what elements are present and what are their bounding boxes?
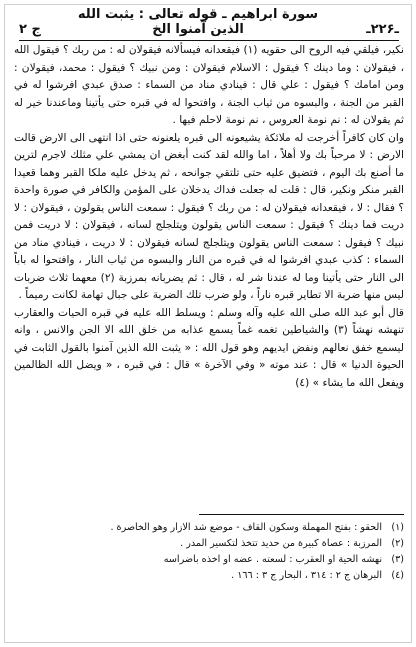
footnote-separator <box>199 514 404 515</box>
main-text <box>14 42 404 510</box>
footnote-number: (٢) <box>391 538 404 549</box>
footnote-number: (٤) <box>391 570 404 581</box>
footnote-text: البرهان ج ٢ : ٣١٤ ، البحار ج ٣ : ١٦٦ . <box>231 570 382 581</box>
footnote-text: الحقو : بفتح المهملة وسكون القاف - موضع شد الازار وهو الخاصرة . <box>110 522 382 533</box>
footnote <box>14 552 404 568</box>
footnote <box>14 536 404 552</box>
footnote-number: (٣) <box>391 554 404 565</box>
page-number: ـ۲۲۶ـ <box>366 22 399 37</box>
paragraph-3: قال أبو عبد الله صلى الله عليه وآله وسلم : ويسلط الله عليه في قبره الحيات والعقارب تنهشه نهشاً (٣) والشياطين تغمه غماً يسمع عذابه من خلق الله الا الجن والانس ، وانه ليسمع خفق نعالهم ونفض ايديهم وهو قول الله : « يثبت الله الذين آمنوا بالقول الثابت في الحيوة الدنيا » قال : عند موته « وفي الآخرة » قال : في قبره ، « ويضل الله الظالمين ويفعل الله ما يشاء » (٤) <box>14 306 404 389</box>
footnote-text: المرزبة : عصاة كبيرة من حديد تتخذ لتكسير المدر . <box>180 538 382 549</box>
footnote-text: نهشه الحية او العقرب : لسعته . عضه او اخذه باضراسه <box>163 554 382 565</box>
running-title: سورة ابراهيم ـ قوله تعالى : يثبت الله الذين آمنوا الخ <box>77 7 319 37</box>
page-header <box>19 7 399 41</box>
footnote <box>14 568 404 584</box>
paragraph-1: نكير، فيلقي فيه الروح الى حقويه (١) فيقعدانه فيسألانه فيقولان له : من ربك ؟ فيقول الله ، فيقولان : وما دينك ؟ فيقول : الاسلام فيقولان : ومن نبيك ؟ فيقول : محمد، فيقولان : ومن امامك ؟ فيقول : علي قال : فينادي مناد من السماء : صدق عبدي افرشوا له في القبر من الجنة ، والبسوه من ثياب الجنة ، وافتحوا له في قبره حتى يأتينا وماعندنا خير له ثم يقولان له : نم نومة العروس ، نم نومة لاحلم فيها . <box>14 44 404 126</box>
footnote <box>14 520 404 536</box>
paragraph-2: وان كان كافراً أخرجت له ملائكة يشيعونه الى قبره يلعنونه حتى اذا انتهى الى الارض قالت الارض : لا مرحباً بك ولا أهلاً ، اما والله لقد كنت أبغض ان يمشي علي مثلك لاجرم لترين ما أصنع بك اليوم ، فتضيق عليه حتى تلتقي جوانحه ، ثم يدخل عليه ملكا القبر وهما قعيدا القبر منكر ونكير، قال : قلت له جعلت فداك يدخلان على المؤمن والكافر في صورة واحدة ؟ فقال : لا ، فيقعدانه فيقولان له : من ربك ؟ فيقول : سمعت الناس يقولون ، فيقولان : لا دريت فما دينك ؟ فيقول : سمعت الناس يقولون ويتلجلج لسانه ، فيقولان : لا دريت فمن نبيك ؟ فيقول : سمعت الناس يقولون ويتلجلج لسانه فيقولان : لا دريت ، فينادي مناد من السماء : كذب عبدي افرشوا له في قبره من النار والبسوه من ثياب النار ، وافتحوا له باباً الى النار حتى يأتينا وما له عندنا شر له ، قال : ثم يضربانه بمرزبة (٢) معهما ثلاث ضربات ليس منها ضربة الا تطاير قبره ناراً ، ولو ضرب تلك الضربة على جبال تهامة لكانت رميماً . <box>14 131 404 301</box>
volume-number: ج ۲ <box>19 22 41 37</box>
footnotes <box>14 520 404 620</box>
footnote-number: (١) <box>391 522 404 533</box>
